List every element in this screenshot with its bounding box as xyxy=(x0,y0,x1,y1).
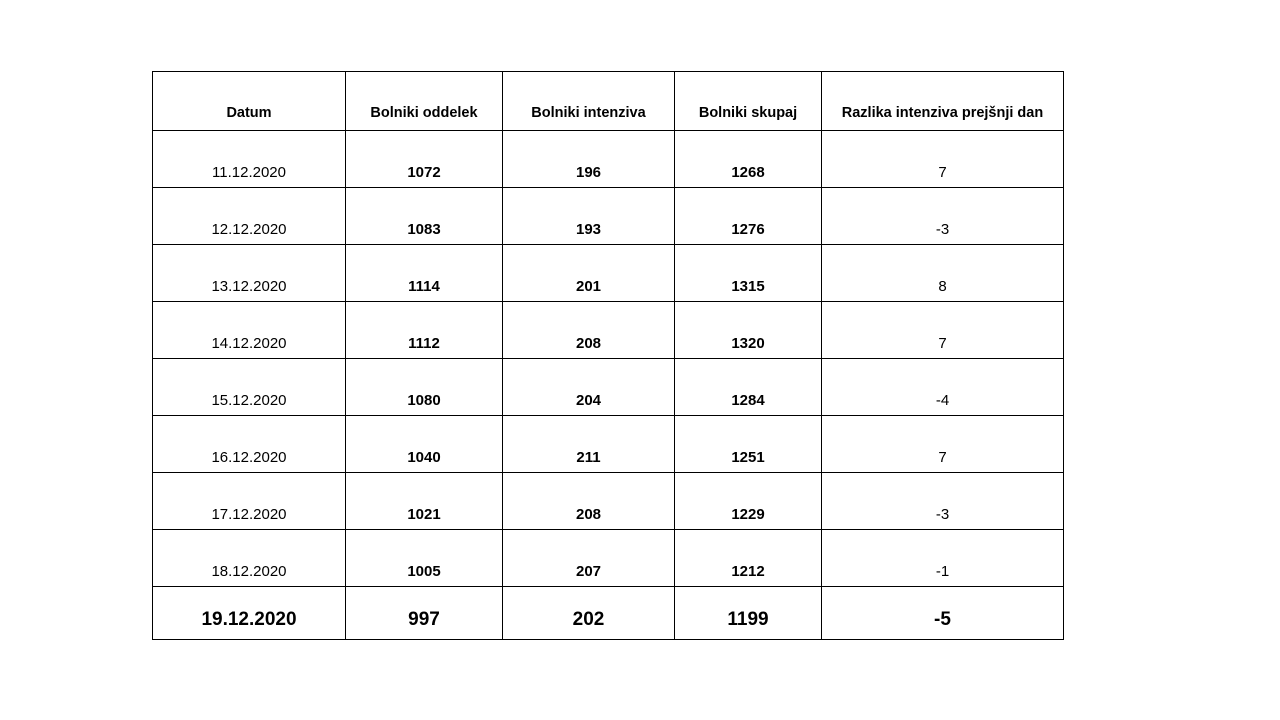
cell-bolniki-skupaj: 1199 xyxy=(675,587,822,640)
cell-razlika-intenziva: -3 xyxy=(822,473,1064,530)
cell-bolniki-intenziva: 208 xyxy=(503,302,675,359)
table-row xyxy=(153,416,1064,473)
cell-bolniki-skupaj: 1251 xyxy=(675,416,822,473)
cell-bolniki-skupaj: 1268 xyxy=(675,131,822,188)
column-header-bolniki-intenziva: Bolniki intenziva xyxy=(503,72,675,131)
table-row xyxy=(153,530,1064,587)
table-row xyxy=(153,473,1064,530)
cell-bolniki-oddelek: 1021 xyxy=(346,473,503,530)
table-row xyxy=(153,245,1064,302)
column-header-razlika-intenziva: Razlika intenziva prejšnji dan xyxy=(822,72,1064,131)
cell-razlika-intenziva: 7 xyxy=(822,131,1064,188)
hospitalization-table xyxy=(152,71,1064,640)
cell-razlika-intenziva: 7 xyxy=(822,302,1064,359)
cell-razlika-intenziva: -4 xyxy=(822,359,1064,416)
cell-bolniki-skupaj: 1315 xyxy=(675,245,822,302)
column-header-bolniki-skupaj: Bolniki skupaj xyxy=(675,72,822,131)
cell-bolniki-skupaj: 1320 xyxy=(675,302,822,359)
table-row-total xyxy=(153,587,1064,640)
cell-bolniki-intenziva: 193 xyxy=(503,188,675,245)
cell-bolniki-oddelek: 997 xyxy=(346,587,503,640)
cell-datum: 11.12.2020 xyxy=(153,131,346,188)
cell-datum: 12.12.2020 xyxy=(153,188,346,245)
cell-bolniki-intenziva: 207 xyxy=(503,530,675,587)
hospitalization-table-container xyxy=(152,71,1063,640)
table-row xyxy=(153,188,1064,245)
cell-bolniki-skupaj: 1229 xyxy=(675,473,822,530)
cell-datum: 17.12.2020 xyxy=(153,473,346,530)
cell-datum: 19.12.2020 xyxy=(153,587,346,640)
cell-datum: 16.12.2020 xyxy=(153,416,346,473)
cell-bolniki-oddelek: 1114 xyxy=(346,245,503,302)
cell-razlika-intenziva: -1 xyxy=(822,530,1064,587)
cell-razlika-intenziva: -3 xyxy=(822,188,1064,245)
cell-bolniki-oddelek: 1083 xyxy=(346,188,503,245)
cell-bolniki-skupaj: 1284 xyxy=(675,359,822,416)
cell-datum: 13.12.2020 xyxy=(153,245,346,302)
cell-bolniki-oddelek: 1112 xyxy=(346,302,503,359)
cell-bolniki-intenziva: 201 xyxy=(503,245,675,302)
column-header-bolniki-oddelek: Bolniki oddelek xyxy=(346,72,503,131)
table-body xyxy=(153,131,1064,640)
table-row xyxy=(153,359,1064,416)
cell-bolniki-oddelek: 1080 xyxy=(346,359,503,416)
cell-datum: 15.12.2020 xyxy=(153,359,346,416)
cell-bolniki-intenziva: 204 xyxy=(503,359,675,416)
table-row xyxy=(153,302,1064,359)
cell-datum: 18.12.2020 xyxy=(153,530,346,587)
table-row xyxy=(153,131,1064,188)
cell-bolniki-skupaj: 1276 xyxy=(675,188,822,245)
cell-razlika-intenziva: -5 xyxy=(822,587,1064,640)
table-header-row xyxy=(153,72,1064,131)
cell-bolniki-oddelek: 1072 xyxy=(346,131,503,188)
cell-bolniki-oddelek: 1005 xyxy=(346,530,503,587)
table-header xyxy=(153,72,1064,131)
cell-bolniki-intenziva: 196 xyxy=(503,131,675,188)
cell-bolniki-intenziva: 202 xyxy=(503,587,675,640)
column-header-datum: Datum xyxy=(153,72,346,131)
cell-bolniki-skupaj: 1212 xyxy=(675,530,822,587)
cell-bolniki-oddelek: 1040 xyxy=(346,416,503,473)
cell-datum: 14.12.2020 xyxy=(153,302,346,359)
cell-razlika-intenziva: 8 xyxy=(822,245,1064,302)
cell-bolniki-intenziva: 211 xyxy=(503,416,675,473)
cell-bolniki-intenziva: 208 xyxy=(503,473,675,530)
cell-razlika-intenziva: 7 xyxy=(822,416,1064,473)
